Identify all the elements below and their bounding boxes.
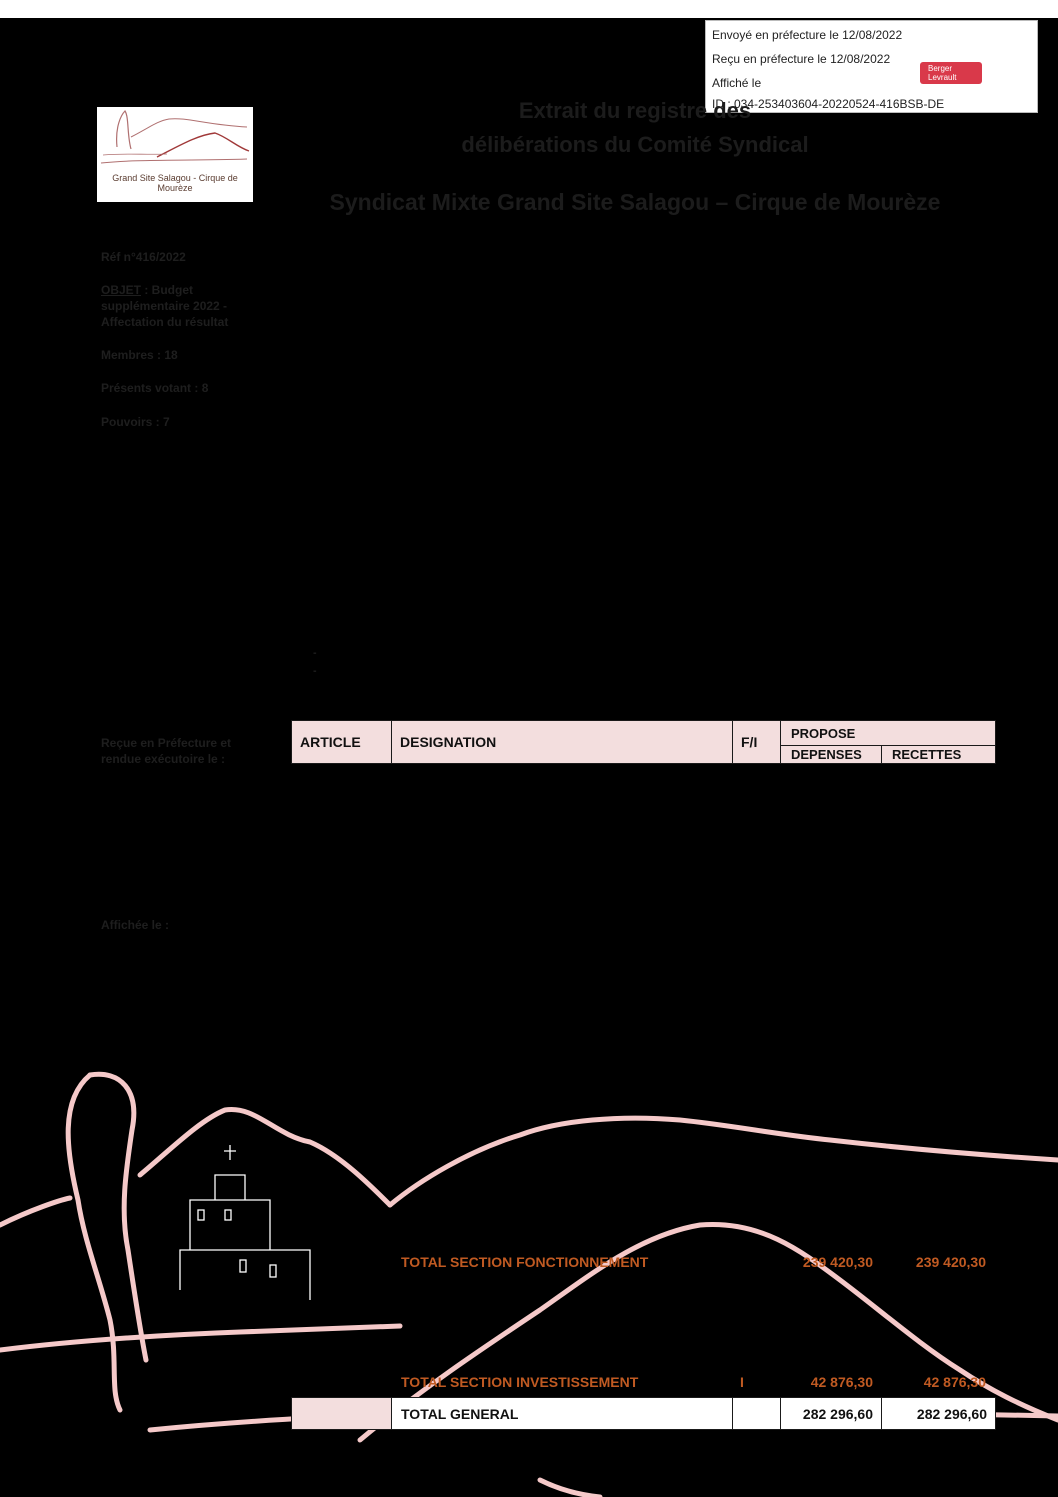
stamp-recu: Reçu en préfecture le 12/08/2022 <box>712 52 891 66</box>
berger-levrault-logo <box>920 62 982 84</box>
total-investissement-label: TOTAL SECTION INVESTISSEMENT <box>401 1374 639 1390</box>
stamp-affiche: Affiché le <box>712 76 762 90</box>
page-top-margin <box>0 0 1058 18</box>
col-designation: DESIGNATION <box>392 721 733 764</box>
syndicate-name: Syndicat Mixte Grand Site Salagou – Cirque de Mourèze <box>329 189 941 215</box>
col-recettes: RECETTES <box>882 746 996 764</box>
col-propose: PROPOSE <box>781 721 996 746</box>
total-general-article-cell <box>292 1398 392 1430</box>
objet-block <box>101 282 271 330</box>
total-investissement-depenses: 42 876,30 <box>810 1374 873 1390</box>
stamp-envoye: Envoyé en préfecture le 12/08/2022 <box>712 28 903 42</box>
objet-text: : Budget supplémentaire 2022 - Affectation du résultat <box>101 283 229 329</box>
col-article: ARTICLE <box>292 721 392 764</box>
logo-line-2: Levrault <box>928 73 957 82</box>
reference-number: Réf n°416/2022 <box>101 250 186 264</box>
total-general-recettes: 282 296,60 <box>882 1398 996 1430</box>
membres-count: Membres : 18 <box>101 348 178 362</box>
presents-count: Présents votant : 8 <box>101 381 209 395</box>
total-fonctionnement-recettes: 239 420,30 <box>915 1254 986 1270</box>
document-title-line-2: délibérations du Comité Syndical <box>461 132 809 157</box>
document-title-line-1: Extrait du registre des <box>518 98 752 123</box>
total-investissement-recettes: 42 876,30 <box>923 1374 986 1390</box>
objet-label: OBJET <box>101 283 142 297</box>
total-general-row <box>291 1397 996 1430</box>
total-general-depenses: 282 296,60 <box>781 1398 882 1430</box>
list-dash: - <box>313 666 317 677</box>
logo-line-1: Berger <box>928 64 953 73</box>
col-depenses: DEPENSES <box>781 746 882 764</box>
total-general-fi-cell <box>733 1398 781 1430</box>
pouvoirs-count: Pouvoirs : 7 <box>101 415 170 429</box>
landscape-logo-icon <box>97 107 253 173</box>
total-fonctionnement-depenses: 239 420,30 <box>802 1254 873 1270</box>
landscape-sketch-icon <box>0 1060 1058 1497</box>
grand-site-logo <box>97 107 253 202</box>
total-fonctionnement-label: TOTAL SECTION FONCTIONNEMENT <box>401 1254 649 1270</box>
col-fi: F/I <box>733 721 781 764</box>
recue-prefecture-label: Reçue en Préfecture et rendue exécutoire le : <box>101 736 232 766</box>
total-investissement-fi: I <box>740 1374 744 1390</box>
affichee-label: Affichée le : <box>101 918 170 932</box>
logo-caption: Grand Site Salagou - Cirque de Mourèze <box>112 173 238 193</box>
budget-table-header <box>291 720 996 764</box>
stamp-id: ID : 034-253403604-20220524-416BSB-DE <box>712 97 945 111</box>
total-investissement-row <box>0 1374 1058 1394</box>
total-general-label: TOTAL GENERAL <box>392 1398 733 1430</box>
total-fonctionnement-row <box>0 1254 1058 1274</box>
list-dash: - <box>313 648 317 659</box>
